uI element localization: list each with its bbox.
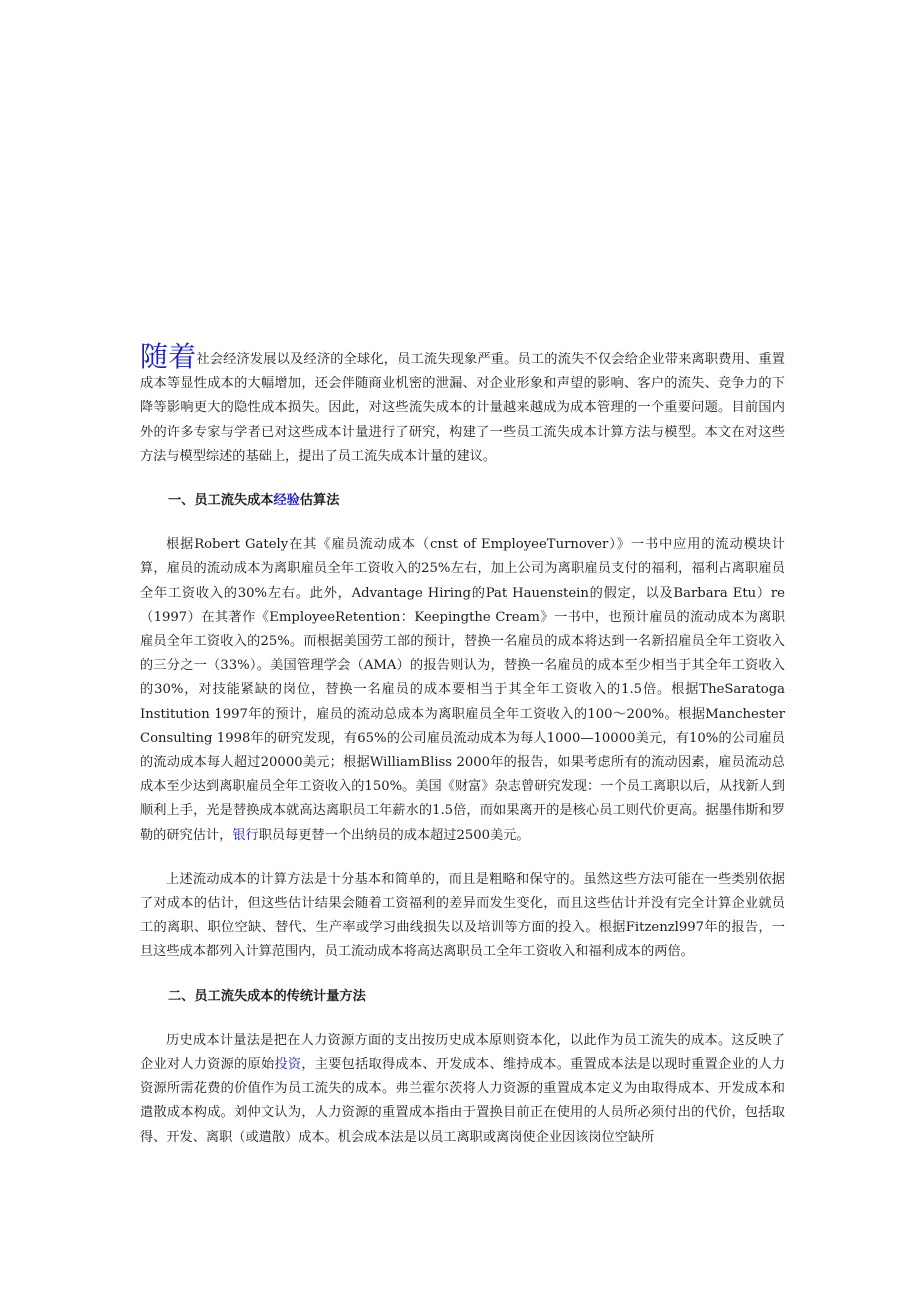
keyword-link-bank[interactable]: 银行: [232, 827, 259, 843]
section-heading-1: 一、员工流失成本经验估算法: [168, 493, 340, 509]
section-heading-2: 二、员工流失成本的传统计量方法: [168, 988, 366, 1004]
section1-paragraph-1: 根据Robert Gately在其《雇员流动成本（cnst of EmployeeTurnover）》一书中应用的流动模块计算，雇员的流动成本为离职雇员全年工资收入的25%左右，加上公司为离职雇员支付的福利，福利占离职雇员全年工资收入的30%左右。此外，Advantage Hiring的Pat Hauenstein的假定，以及Barbara Etu）re（1997）在其著作《EmployeeRetention：Keepingthe Cream》一书中，也预计雇员的流动成本为离职雇员全年工资收入的25%。而根据美国劳工部的预计，替换一名雇员的成本将达到一名新招雇员全年工资收入的三分之一（33%）。美国管理学会（AMA）的报告则认为，替换一名雇员的成本至少相当于其全年工资收入的30%，对技能紧缺的岗位，替换一名雇员的成本要相当于其全年工资收入的1.5倍。根据TheSaratoga Institution 1997年的预计，雇员的流动总成本为离职雇员全年工资收入的100～200%。根据Manchester Consulting 1998年的研究发现，有65%的公司雇员流动成本为每人1000—10000美元，有10%的公司雇员的流动成本每人超过20000美元；根据WilliamBliss 2000年的报告，如果考虑所有的流动因素，雇员流动总成本至少达到离职雇员全年工资收入的150%。美国《财富》杂志曾研究发现：一个员工离职以后，从找新人到顺利上手，光是替换成本就高达离职员工年薪水的1.5倍，而如果离开的是核心员工则代价更高。据墨伟斯和罗勒的研究估计，银行职员每更替一个出纳员的成本超过2500美元。: [140, 537, 785, 843]
section2-paragraph-1: 历史成本计量法是把在人力资源方面的支出按历史成本原则资本化，以此作为员工流失的成本。这反映了企业对人力资源的原始投资，主要包括取得成本、开发成本、维持成本。重置成本法是以现时重置企业的人力资源所需花费的价值作为员工流失的成本。弗兰霍尔茨将人力资源的重置成本定义为由取得成本、开发成本和遣散成本构成。刘仲文认为，人力资源的重置成本指由于置换目前正在使用的人员所必须付出的代价，包括取得、开发、离职（或遣散）成本。机会成本法是以员工离职或离岗使企业因该岗位空缺所: [140, 1032, 786, 1145]
keyword-link-investment[interactable]: 投资: [274, 1057, 302, 1073]
dropcap: 随着: [140, 340, 197, 373]
intro-paragraph: [140, 340, 785, 469]
keyword-link-experience[interactable]: 经验: [273, 493, 300, 509]
intro-text: 社会经济发展以及经济的全球化，员工流失现象严重。员工的流失不仅会给企业带来离职费用、重置成本等显性成本的大幅增加，还会伴随商业机密的泄漏、对企业形象和声望的影响、客户的流失、竞争力的下降等影响更大的隐性成本损失。因此，对这些流失成本的计量越来越成为成本管理的一个重要问题。目前国内外的许多专家与学者已对这些成本计量进行了研究，构建了一些员工流失成本计算方法与模型。本文在对这些方法与模型综述的基础上，提出了员工流失成本计量的建议。: [140, 352, 785, 464]
section1-paragraph-2: 上述流动成本的计算方法是十分基本和简单的，而且是粗略和保守的。虽然这些方法可能在一些类别依据了对成本的估计，但这些估计结果会随着工资福利的差异而发生变化，而且这些估计并没有完全计算企业就员工的离职、职位空缺、替代、生产率或学习曲线损失以及培训等方面的投入。根据Fitzenzl997年的报告，一旦这些成本都列入计算范围内，员工流动成本将高达离职员工全年工资收入和福利成本的两倍。: [140, 871, 785, 960]
article-body: [140, 340, 786, 1150]
